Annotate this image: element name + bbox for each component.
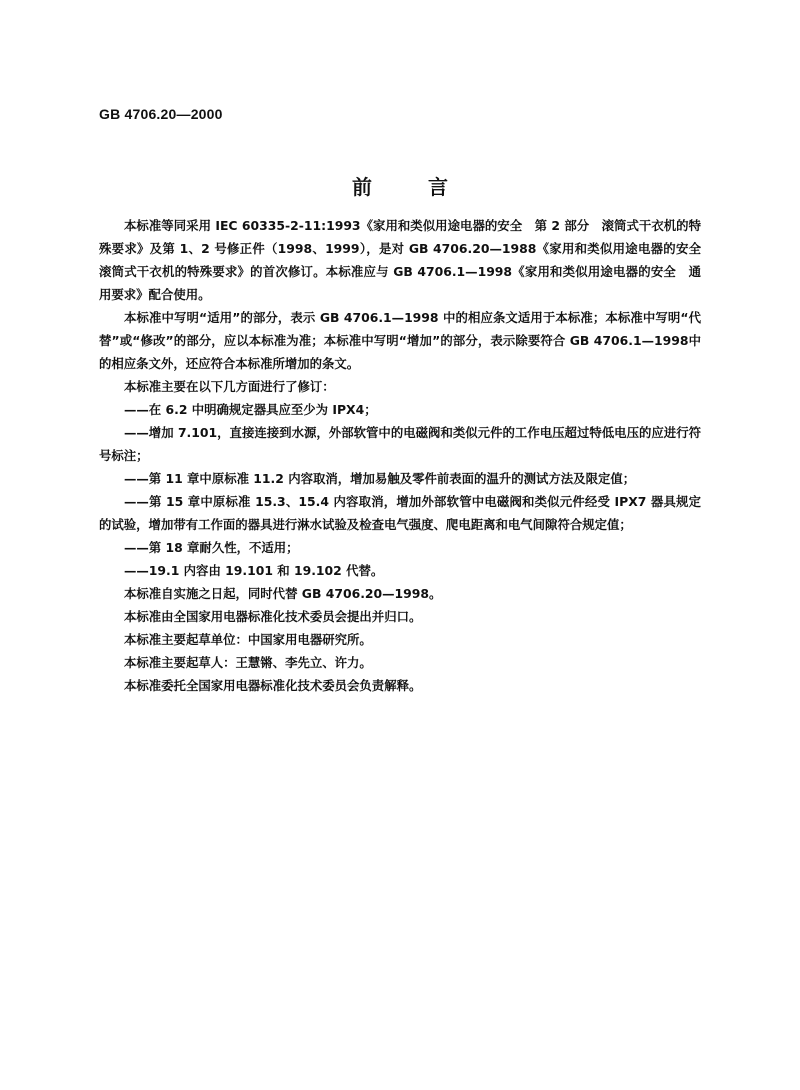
title-char-2: 言	[428, 175, 448, 199]
paragraph: 本标准主要起草人：王慧锵、李先立、许力。	[124, 655, 372, 670]
paragraph: 本标准自实施之日起，同时代替 GB 4706.20—1998。	[124, 586, 442, 601]
paragraph: 本标准由全国家用电器标准化技术委员会提出并归口。	[124, 609, 422, 624]
paragraph: 本标准委托全国家用电器标准化技术委员会负责解释。	[124, 678, 422, 693]
foreword-body	[99, 214, 714, 697]
list-item: ——在 6.2 中明确规定器具应至少为 IPX4；	[124, 402, 377, 417]
paragraph: 本标准主要起草单位：中国家用电器研究所。	[124, 632, 372, 647]
page-title	[0, 171, 800, 200]
list-item: ——第 11 章中原标准 11.2 内容取消，增加易触及零件前表面的温升的测试方法及限定值；	[124, 471, 636, 486]
document-code: GB 4706.20—2000	[99, 106, 223, 122]
list-item: ——第 18 章耐久性，不适用；	[124, 540, 299, 555]
list-item: ——19.1 内容由 19.101 和 19.102 代替。	[124, 563, 384, 578]
paragraph: 本标准主要在以下几方面进行了修订：	[124, 379, 335, 394]
paragraph: 本标准中写明“适用”的部分，表示 GB 4706.1—1998 中的相应条文适用于本标准；本标准中写明“代替”或“修改”的部分，应以本标准为准；本标准中写明“增加”的部分，表示除要符合 GB 4706.1—1998中的相应条文外，还应符合本标准所增加的条文。	[99, 310, 701, 371]
title-char-1: 前	[352, 175, 372, 199]
paragraph: 本标准等同采用 IEC 60335-2-11:1993《家用和类似用途电器的安全 第 2 部分 滚筒式干衣机的特殊要求》及第 1、2 号修正件（1998、1999），是对 GB 4706.20—1988《家用和类似用途电器的安全 滚筒式干衣机的特殊要求》的首次修订。本标准应与 GB 4706.1—1998《家用和类似用途电器的安全 通用要求》配合使用。	[99, 218, 714, 302]
list-item: ——增加 7.101，直接连接到水源，外部软管中的电磁阀和类似元件的工作电压超过特低电压的应进行符号标注；	[99, 425, 701, 463]
list-item: ——第 15 章中原标准 15.3、15.4 内容取消，增加外部软管中电磁阀和类似元件经受 IPX7 器具规定的试验，增加带有工作面的器具进行淋水试验及检查电气强度、爬电距离和电气间隙符合规定值；	[99, 494, 701, 532]
